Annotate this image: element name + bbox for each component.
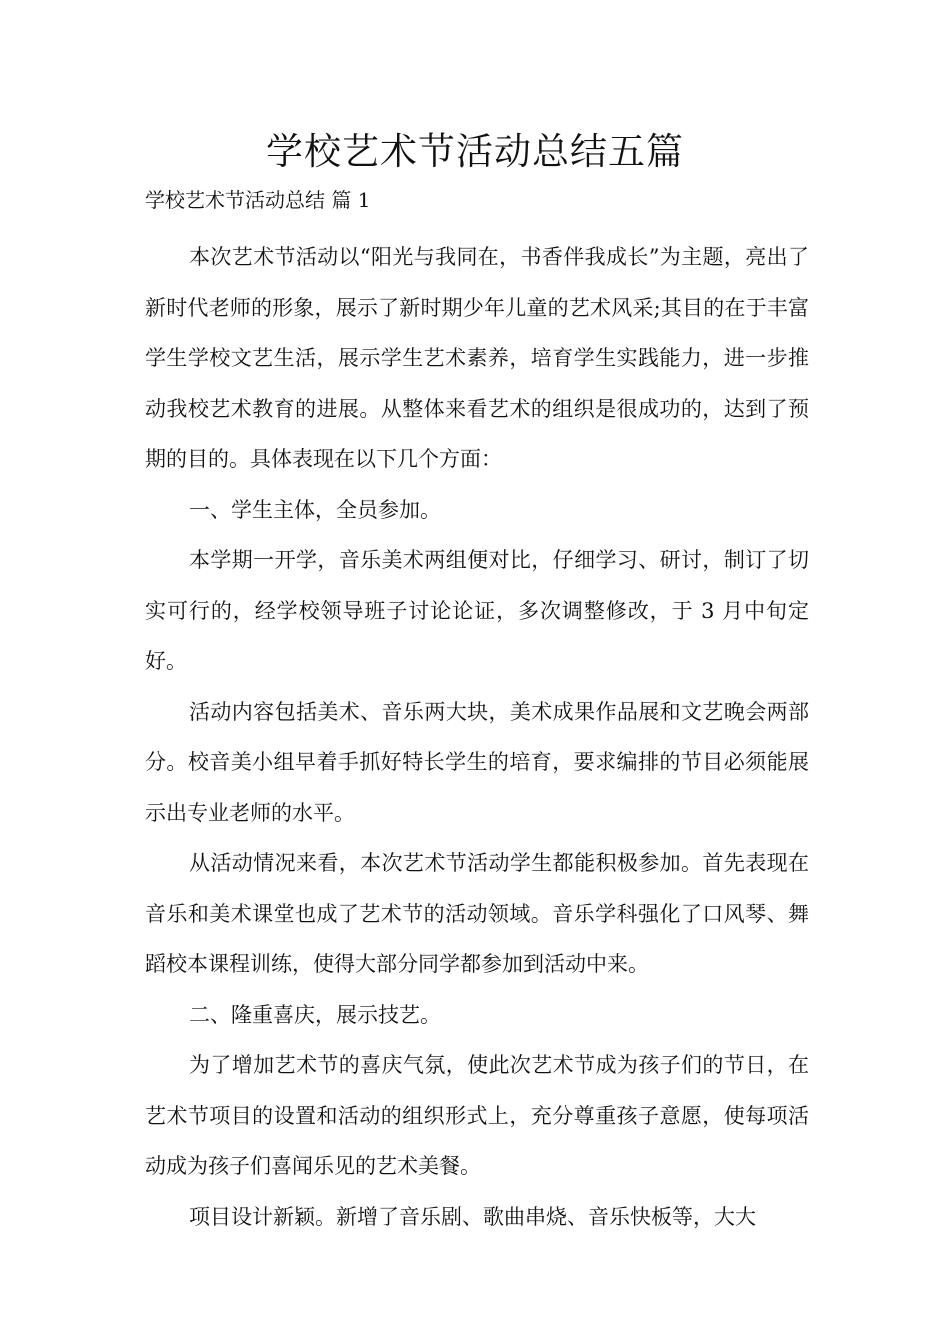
paragraph-project-design: 项目设计新颖。新增了音乐剧、歌曲串烧、音乐快板等，大大 bbox=[189, 1204, 756, 1229]
subheading-2: 二、隆重喜庆，展示技艺。 bbox=[189, 1002, 441, 1027]
subheading-1: 一、学生主体，全员参加。 bbox=[189, 497, 441, 522]
section-heading: 学校艺术节活动总结 篇 1 bbox=[145, 188, 371, 212]
paragraph-intro: 本次艺术节活动以“阳光与我同在，书香伴我成长”为主题，亮出了新时代老师的形象，展示了新时期少年儿童的艺术风采;其目的在于丰富学生学校文艺生活，展示学生艺术素养，培育学生实践能力，进一步推动我校艺术教育的进展。从整体来看艺术的组织是很成功的，达到了预期的目的。具体表现在以下几个方面： bbox=[145, 245, 809, 471]
document-title: 学校艺术节活动总结五篇 bbox=[266, 130, 684, 173]
paragraph-atmosphere: 为了增加艺术节的喜庆气氛，使此次艺术节成为孩子们的节日，在艺术节项目的设置和活动的组织形式上，充分尊重孩子意愿，使每项活动成为孩子们喜闻乐见的艺术美餐。 bbox=[145, 1053, 809, 1178]
paragraph-planning: 本学期一开学，音乐美术两组便对比，仔细学习、研讨，制订了切实可行的，经学校领导班子讨论论证，多次调整修改，于 3 月中旬定好。 bbox=[145, 548, 809, 673]
paragraph-participation: 从活动情况来看，本次艺术节活动学生都能积极参加。首先表现在音乐和美术课堂也成了艺术节的活动领域。音乐学科强化了口风琴、舞蹈校本课程训练，使得大部分同学都参加到活动中来。 bbox=[145, 851, 809, 976]
paragraph-content: 活动内容包括美术、音乐两大块，美术成果作品展和文艺晚会两部分。校音美小组早着手抓好特长学生的培育，要求编排的节目必须能展示出专业老师的水平。 bbox=[145, 699, 809, 825]
document-body bbox=[145, 232, 809, 1242]
